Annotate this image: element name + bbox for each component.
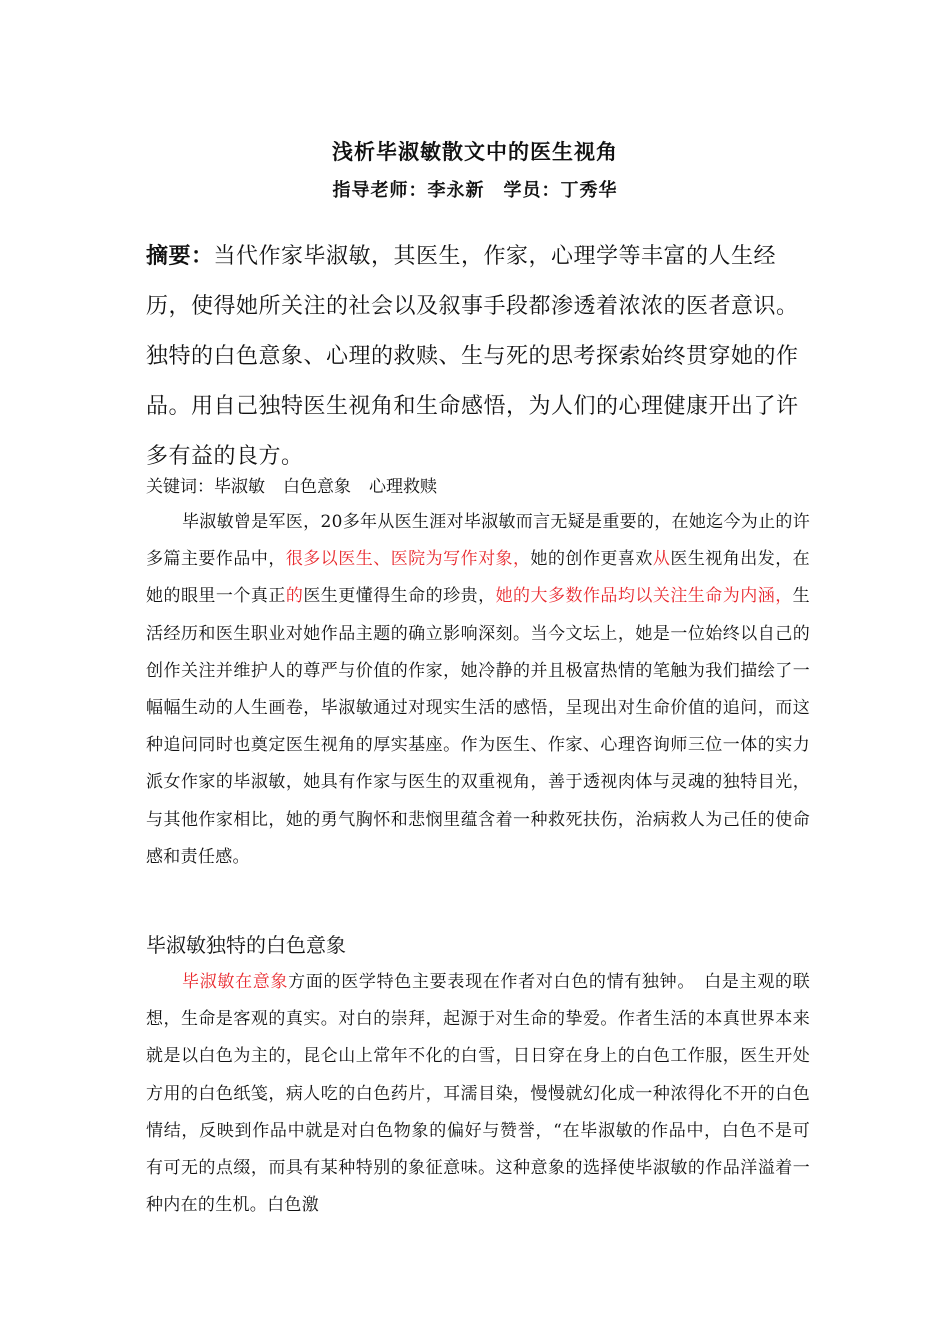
- intro-text: 毕淑敏曾是军医，20多年从医生涯对毕淑敏而言无疑是重要的，在她迄今为止的许多篇主要作品中，: [146, 512, 810, 570]
- abstract: [146, 232, 816, 482]
- author-byline: 指导老师：李永新 学员：丁秀华: [332, 180, 618, 201]
- keywords: [146, 472, 816, 502]
- intro-text: 医生更懂得生命的珍贵，: [303, 586, 496, 607]
- keyword: 心理救赎: [369, 477, 437, 497]
- section-heading: 毕淑敏独特的白色意象: [146, 933, 346, 957]
- intro-paragraph: [146, 504, 810, 876]
- intro-text: 医生视角出发，在她的眼里一个真正: [146, 549, 810, 607]
- keyword: 白色意象: [283, 477, 351, 497]
- section-paragraph: [146, 964, 810, 1224]
- section-text: 方面的医学特色主要表现在作者对白色的情有独钟。 白是主观的联想，生命是客观的真实。对白的崇拜，起源于对生命的挚爱。作者生活的本真世界本来就是以白色为主的，昆仑山上常年不化的白雪，日日穿在身上的白色工作服，医生开处方用的白色纸笺，病人吃的白色药片，耳濡目染，慢慢就幻化成一种浓得化不开的白色情结，反映到作品中就是对白色物象的偏好与赞誉，“在毕淑敏的作品中，白色不是可有可无的点缀，而具有某种特别的象征意味。这种意象的选择使毕淑敏的作品洋溢着一种内在的生机。白色激: [146, 972, 810, 1216]
- highlighted-text: 毕淑敏在意象: [182, 972, 289, 992]
- keyword: 毕淑敏: [214, 477, 265, 497]
- abstract-label: 摘要：: [146, 244, 214, 269]
- intro-text: 她的创作更喜欢: [530, 549, 653, 570]
- keywords-label: 关键词：: [146, 477, 214, 497]
- highlighted-text: 她的大多数作品均以关注生命为内涵，: [495, 586, 793, 607]
- document-title: 浅析毕淑敏散文中的医生视角: [332, 140, 618, 164]
- highlighted-text: 的: [285, 586, 304, 607]
- highlighted-text: 从: [652, 549, 671, 570]
- intro-text: 生活经历和医生职业对她作品主题的确立影响深刻。当今文坛上，她是一位始终以自己的创作关注并维护人的尊严与价值的作家，她冷静的并且极富热情的笔触为我们描绘了一幅幅生动的人生画卷，毕淑敏通过对现实生活的感悟，呈现出对生命价值的追问，而这种追问同时也奠定医生视角的厚实基座。作为医生、作家、心理咨询师三位一体的实力派女作家的毕淑敏，她具有作家与医生的双重视角，善于透视肉体与灵魂的独特目光，与其他作家相比，她的勇气胸怀和悲悯里蕴含着一种救死扶伤，治病救人为己任的使命感和责任感。: [146, 586, 810, 867]
- highlighted-text: 很多以医生、医院为写作对象，: [285, 549, 531, 570]
- abstract-text: 当代作家毕淑敏，其医生，作家，心理学等丰富的人生经历，使得她所关注的社会以及叙事手段都渗透着浓浓的医者意识。独特的白色意象、心理的救赎、生与死的思考探索始终贯穿她的作品。用自己独特医生视角和生命感悟，为人们的心理健康开出了许多有益的良方。: [146, 244, 799, 469]
